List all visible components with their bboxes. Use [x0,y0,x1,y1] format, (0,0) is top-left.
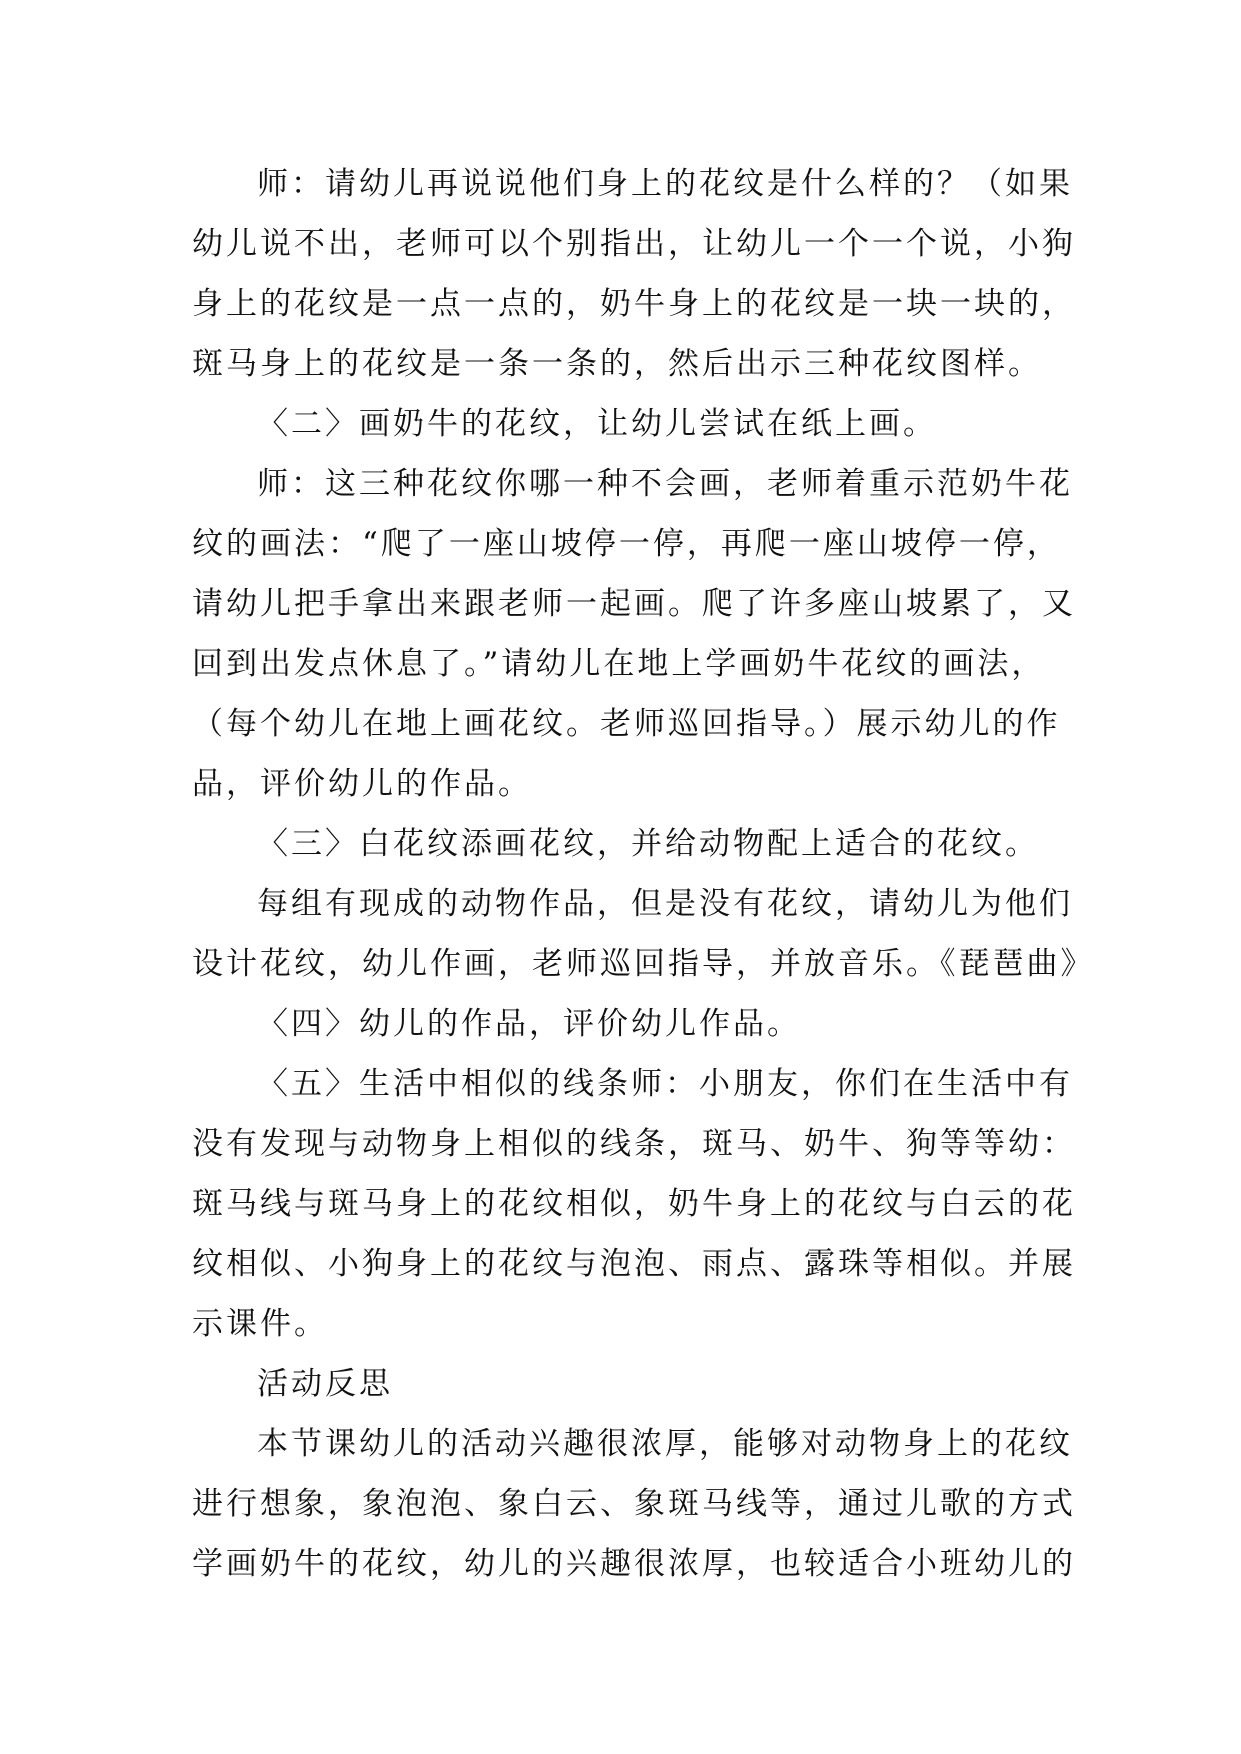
text-line: （每个幼儿在地上画花纹。老师巡回指导。）展示幼儿的作 [192,706,1061,742]
text-line: 〈二〉画奶牛的花纹，让幼儿尝试在纸上画。 [257,406,937,442]
text-line: 〈三〉白花纹添画花纹，并给动物配上适合的花纹。 [257,826,1039,862]
text-line: 幼儿说不出，老师可以个别指出，让幼儿一个一个说，小狗 [192,226,1076,262]
text-line: 本节课幼儿的活动兴趣很浓厚，能够对动物身上的花纹 [257,1426,1073,1462]
text-line: 设计花纹，幼儿作画，老师巡回指导，并放音乐。《琵琶曲》 [192,946,1095,982]
text-line: 纹的画法：“爬了一座山坡停一停，再爬一座山坡停一停， [192,526,1061,562]
text-line: 〈五〉生活中相似的线条师：小朋友，你们在生活中有 [257,1066,1073,1102]
text-line: 〈四〉幼儿的作品，评价幼儿作品。 [257,1006,801,1042]
text-line: 学画奶牛的花纹，幼儿的兴趣很浓厚，也较适合小班幼儿的 [192,1546,1076,1582]
text-line: 师：请幼儿再说说他们身上的花纹是什么样的？（如果 [257,166,1073,202]
text-line: 纹相似、小狗身上的花纹与泡泡、雨点、露珠等相似。并展 [192,1246,1076,1282]
text-line: 师：这三种花纹你哪一种不会画，老师着重示范奶牛花 [257,466,1073,502]
text-line: 斑马身上的花纹是一条一条的，然后出示三种花纹图样。 [192,346,1042,382]
text-line: 身上的花纹是一点一点的，奶牛身上的花纹是一块一块的， [192,286,1076,322]
text-line: 示课件。 [192,1306,328,1342]
text-line: 没有发现与动物身上相似的线条，斑马、奶牛、狗等等幼： [192,1126,1076,1162]
text-line: 斑马线与斑马身上的花纹相似，奶牛身上的花纹与白云的花 [192,1186,1076,1222]
text-line: 请幼儿把手拿出来跟老师一起画。爬了许多座山坡累了，又 [192,586,1076,622]
text-line: 活动反思 [257,1366,393,1402]
text-line: 品，评价幼儿的作品。 [192,766,532,802]
text-line: 每组有现成的动物作品，但是没有花纹，请幼儿为他们 [257,886,1073,922]
text-line: 回到出发点休息了。”请幼儿在地上学画奶牛花纹的画法， [192,646,1046,682]
text-line: 进行想象，象泡泡、象白云、象斑马线等，通过儿歌的方式 [192,1486,1076,1522]
